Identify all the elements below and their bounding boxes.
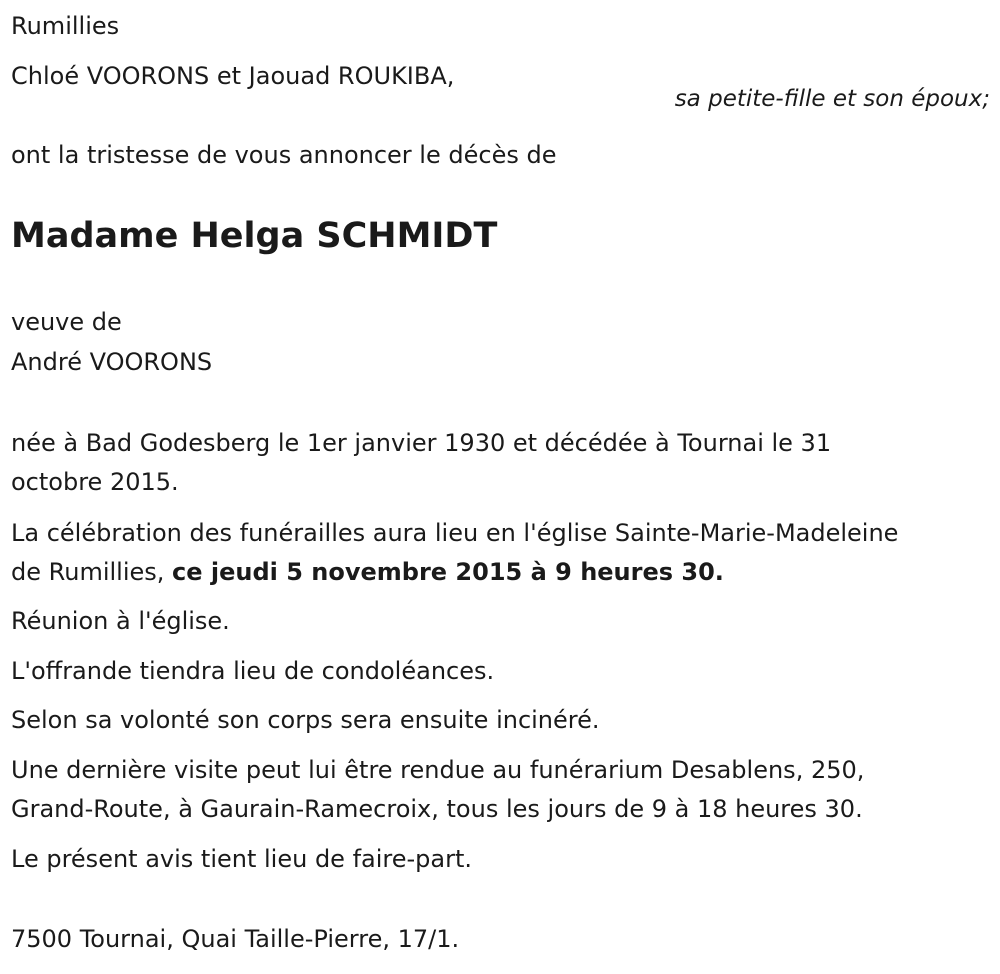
spouse-name: André VOORONS — [11, 348, 213, 376]
town-name: Rumillies — [11, 12, 120, 40]
deceased-name: Madame Helga SCHMIDT — [11, 216, 498, 256]
offering-text: L'offrande tiendra lieu de condoléances. — [11, 657, 495, 685]
cremation-text: Selon sa volonté son corps sera ensuite incinéré. — [11, 706, 600, 734]
relation-note: sa petite-fille et son époux; — [674, 86, 990, 112]
faire-part-text: Le présent avis tient lieu de faire-part. — [11, 845, 473, 873]
ceremony-datetime: ce jeudi 5 novembre 2015 à 9 heures 30. — [172, 558, 724, 586]
ceremony-place: de Rumillies, — [11, 558, 173, 586]
intro-text: ont la tristesse de vous annoncer le décès de — [11, 141, 557, 169]
widow-of-label: veuve de — [11, 308, 122, 336]
visit-line-2: Grand-Route, à Gaurain-Ramecroix, tous les jours de 9 à 18 heures 30. — [11, 795, 863, 823]
visit-line-1: Une dernière visite peut lui être rendue au funérarium Desablens, 250, — [11, 756, 865, 784]
ceremony-line-2 — [11, 553, 724, 591]
meeting-text: Réunion à l'église. — [11, 607, 230, 635]
ceremony-line-1: La célébration des funérailles aura lieu en l'église Sainte-Marie-Madeleine — [11, 519, 899, 547]
address-text: 7500 Tournai, Quai Taille-Pierre, 17/1. — [11, 925, 460, 953]
birth-death-line-2: octobre 2015. — [11, 468, 179, 496]
birth-death-line-1: née à Bad Godesberg le 1er janvier 1930 et décédée à Tournai le 31 — [11, 429, 832, 457]
announcers: Chloé VOORONS et Jaouad ROUKIBA, — [11, 62, 455, 90]
